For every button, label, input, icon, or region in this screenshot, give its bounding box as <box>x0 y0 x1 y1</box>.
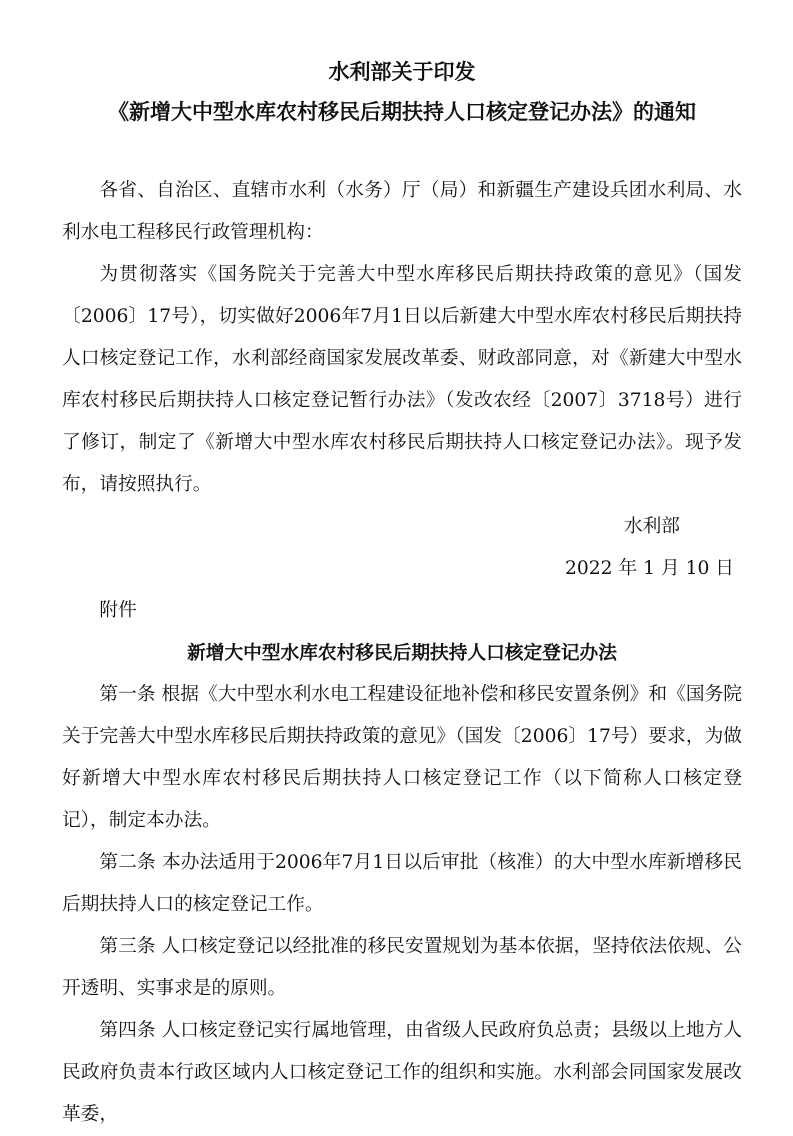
attachment-label: 附件 <box>99 600 137 621</box>
article-1: 第一条 根据《大中型水利水电工程建设征地补偿和移民安置条例》和《国务院关于完善大中型水库移民后期扶持政策的意见》（国发〔2006〕17号）要求，为做好新增大中型水库农村移民后期扶持人口核定登记工作（以下简称人口核定登记），制定本办法。 <box>62 684 742 831</box>
notice-body: 为贯彻落实《国务院关于完善大中型水库移民后期扶持政策的意见》（国发〔2006〕17号），切实做好2006年7月1日以后新建大中型水库农村移民后期扶持人口核定登记工作，水利部经商国家发展改革委、财政部同意，对《新建大中型水库农村移民后期扶持人口核定登记暂行办法》（发改农经〔2007〕3718号）进行了修订，制定了《新增大中型水库农村移民后期扶持人口核定登记办法》。现予发布，请按照执行。 <box>62 264 742 495</box>
addressee: 各省、自治区、直辖市水利（水务）厅（局）和新疆生产建设兵团水利局、水利水电工程移民行政管理机构： <box>62 180 742 243</box>
doc-title-line1: 水利部关于印发 <box>328 59 476 84</box>
signer: 水利部 <box>623 516 680 537</box>
doc-title-line2: 《新增大中型水库农村移民后期扶持人口核定登记办法》的通知 <box>108 99 696 124</box>
document-page <box>62 0 742 1136</box>
attachment-title: 新增大中型水库农村移民后期扶持人口核定登记办法 <box>187 642 617 664</box>
article-4: 第四条 人口核定登记实行属地管理，由省级人民政府负总责；县级以上地方人民政府负责本行政区域内人口核定登记工作的组织和实施。水利部会同国家发展改革委， <box>62 1020 742 1125</box>
article-2: 第二条 本办法适用于2006年7月1日以后审批（核准）的大中型水库新增移民后期扶持人口的核定登记工作。 <box>62 852 742 915</box>
date: 2022 年 1 月 10 日 <box>565 558 734 579</box>
article-3: 第三条 人口核定登记以经批准的移民安置规划为基本依据，坚持依法依规、公开透明、实事求是的原则。 <box>62 936 742 999</box>
